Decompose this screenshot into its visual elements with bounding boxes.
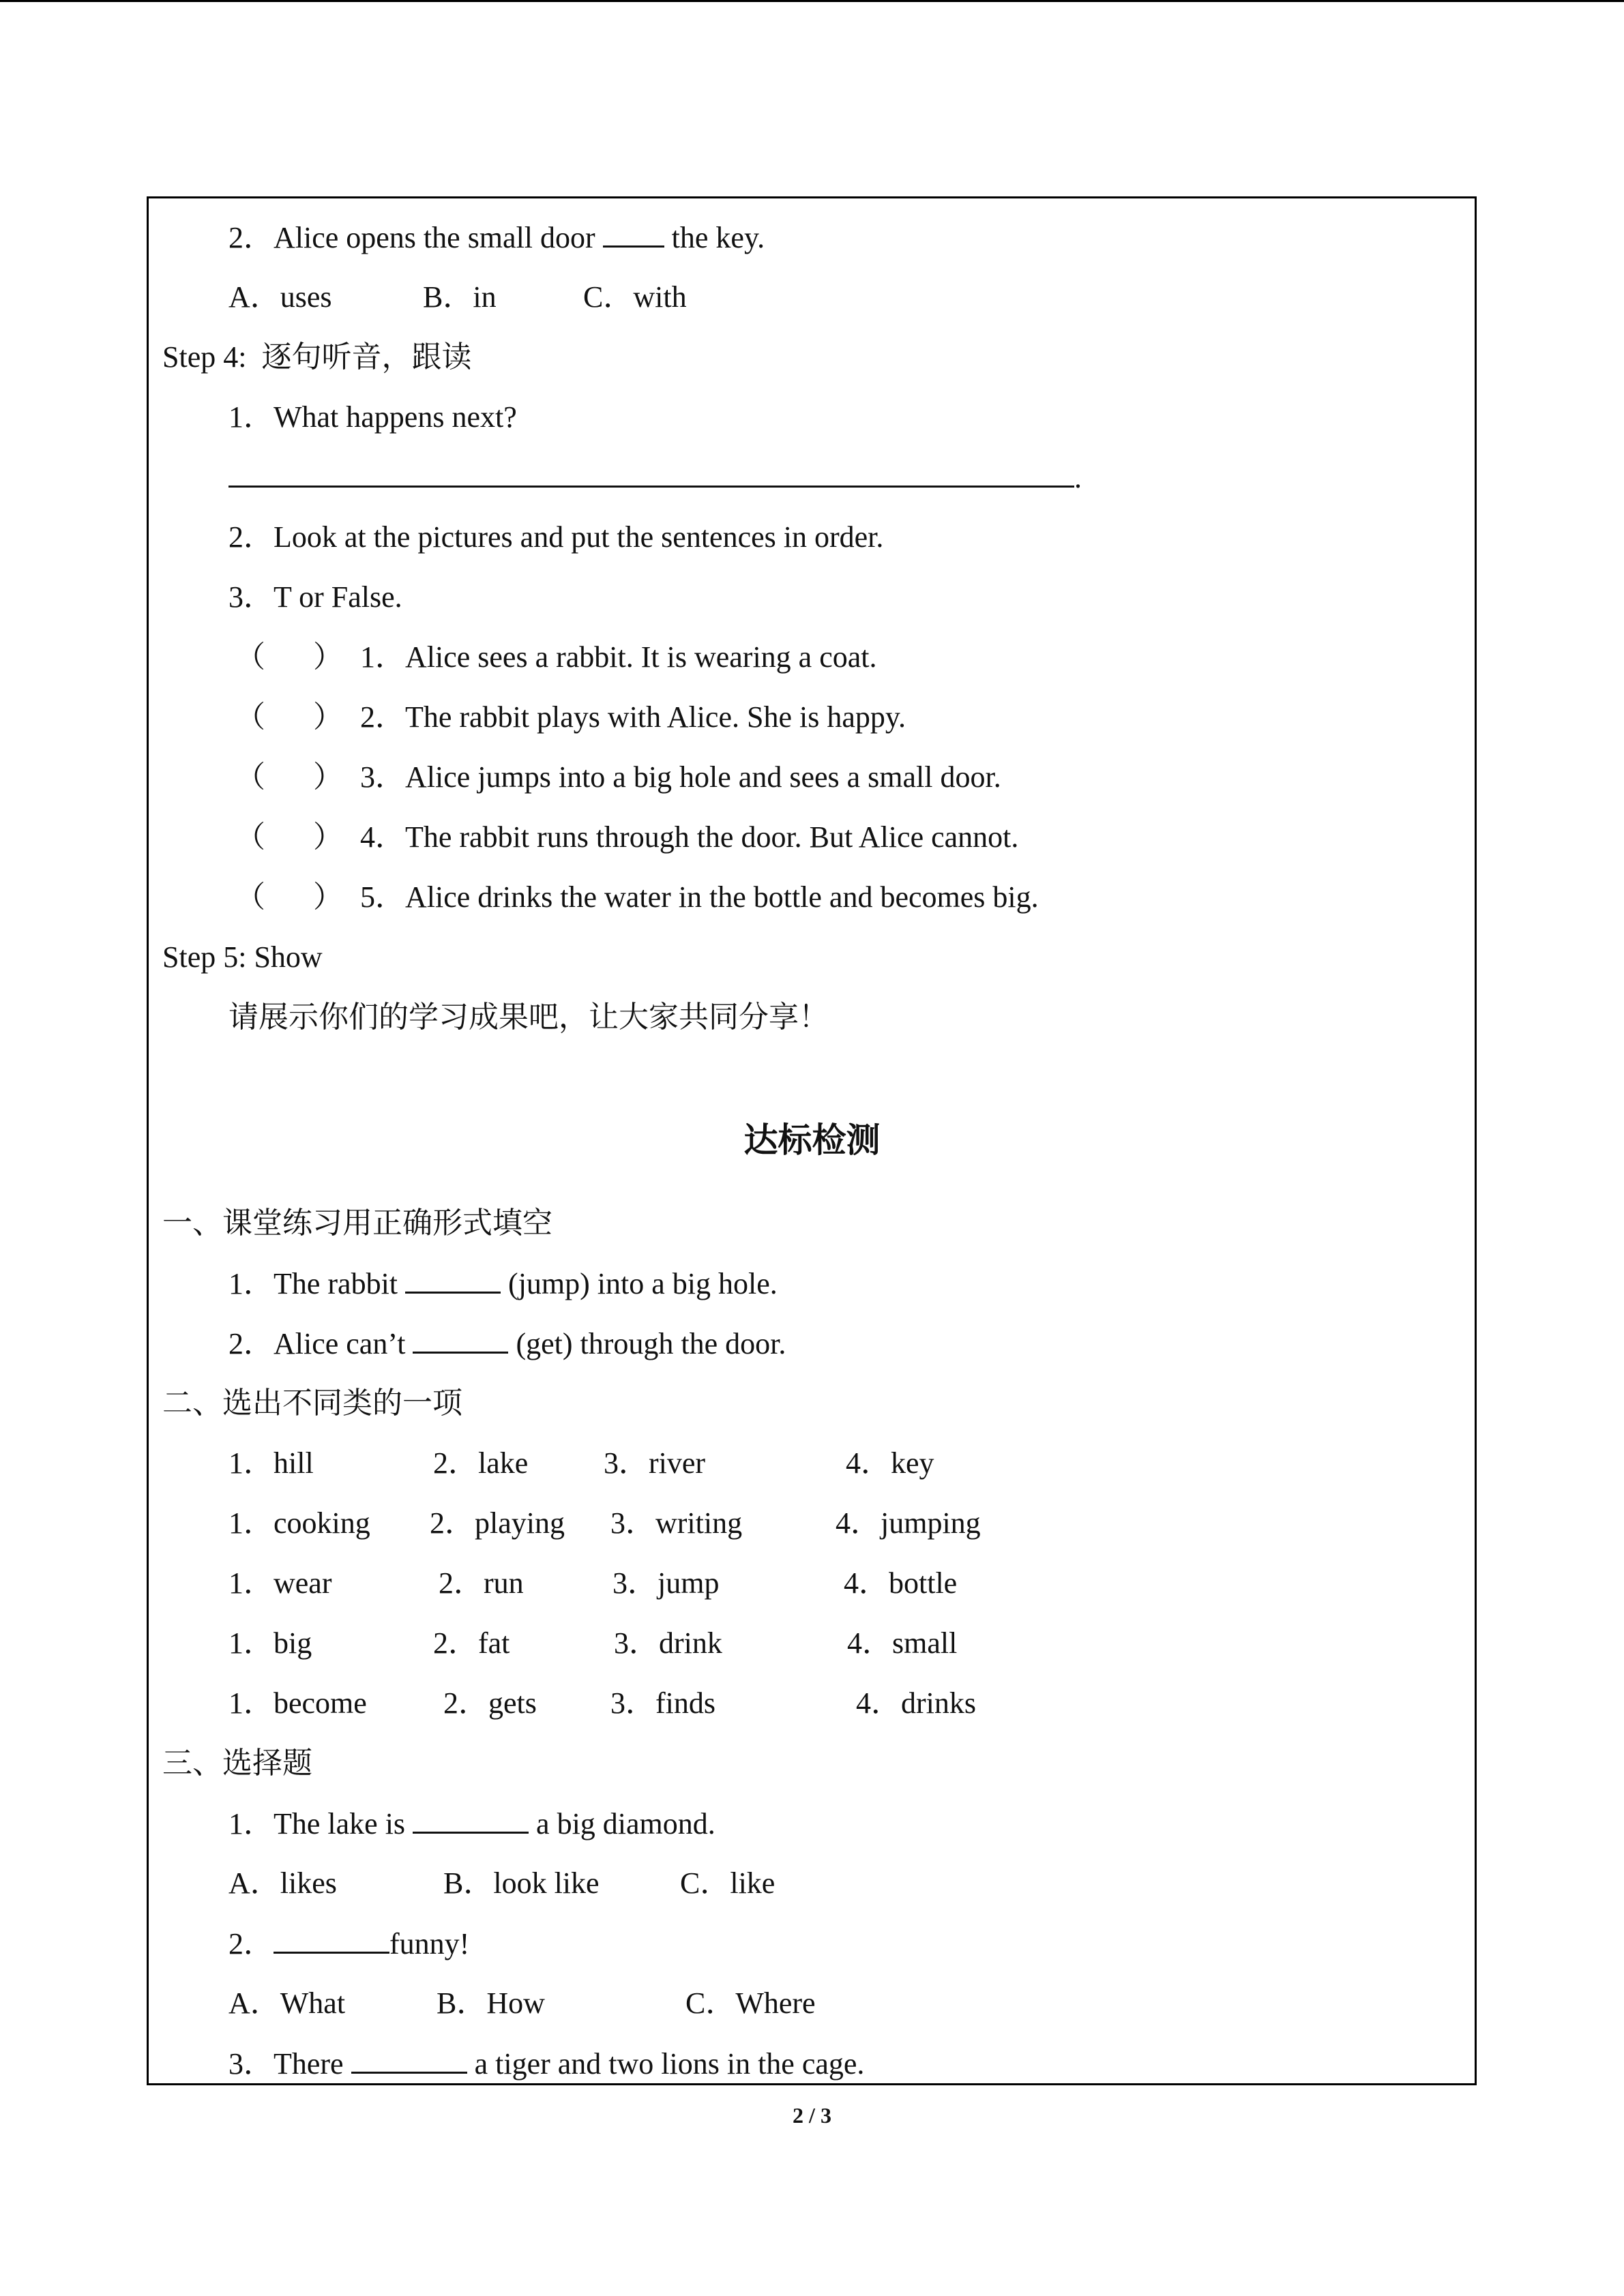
tf-item: 3．Alice jumps into a big hole and sees a small door. (360, 760, 1001, 794)
word-option: 2．playing (430, 1506, 565, 1540)
word-option: 4．jumping (836, 1506, 981, 1540)
option-b: B．How (437, 1986, 545, 2020)
tf-item: 1．Alice sees a rabbit. It is wearing a coat. (360, 640, 877, 674)
option-a: A．What (228, 1986, 346, 2020)
word-option: 3．drink (614, 1626, 722, 1660)
tf-answer-paren[interactable]: （ ） (235, 700, 343, 734)
tf-answer-paren[interactable]: （ ） (235, 640, 343, 674)
section-3-title: 三、选择题 (162, 1746, 312, 1780)
word-option: 4．key (846, 1446, 934, 1480)
section-1-title: 一、课堂练习用正确形式填空 (162, 1206, 552, 1240)
choice-question-2: 2． funny! (228, 1924, 469, 1963)
word-option: 4．bottle (844, 1566, 958, 1600)
option-b: B．in (423, 280, 497, 314)
word-option: 4．small (847, 1626, 958, 1660)
word-option: 1．become (228, 1686, 367, 1720)
option-a: A．uses (228, 280, 332, 314)
answer-blank[interactable] (413, 1804, 529, 1834)
tf-item: 4．The rabbit runs through the door. But Alice cannot. (360, 820, 1019, 854)
step-4-question-2: 2．Look at the pictures and put the sentences in order. (228, 520, 884, 554)
top-border-line (0, 0, 1624, 2)
option-b: B．look like (443, 1866, 600, 1900)
choice-question-3: 3．There a tiger and two lions in the cage. (228, 2044, 864, 2083)
word-option: 3．writing (610, 1506, 743, 1540)
tf-answer-paren[interactable]: （ ） (235, 820, 343, 854)
tf-answer-paren[interactable]: （ ） (235, 880, 343, 914)
choice-question-1: 1．The lake is a big diamond. (228, 1804, 715, 1843)
word-option: 4．drinks (856, 1686, 976, 1720)
word-option: 3．finds (610, 1686, 715, 1720)
answer-blank[interactable] (413, 1324, 508, 1354)
option-a: A．likes (228, 1866, 337, 1900)
word-option: 1．wear (228, 1566, 332, 1600)
word-option: 1．hill (228, 1446, 314, 1480)
section-heading: 达标检测 (743, 1120, 881, 1160)
fill-in-item: 1．The rabbit (jump) into a big hole. (228, 1264, 778, 1303)
tf-item: 5．Alice drinks the water in the bottle and becomes big. (360, 880, 1039, 914)
fill-in-item: 2．Alice can’t (get) through the door. (228, 1324, 786, 1363)
word-option: 2．fat (433, 1626, 510, 1660)
answer-blank[interactable] (351, 2044, 467, 2074)
step-4-question-3: 3．T or False. (228, 580, 402, 614)
word-option: 1．cooking (228, 1506, 370, 1540)
question-2: 2．Alice opens the small door the key. (228, 218, 765, 257)
step-5-title: Step 5: Show (162, 940, 323, 974)
tf-answer-paren[interactable]: （ ） (235, 760, 343, 794)
option-c: C．Where (685, 1986, 816, 2020)
page-number: 2 / 3 (793, 2103, 831, 2128)
word-option: 1．big (228, 1626, 312, 1660)
word-option: 2．gets (443, 1686, 537, 1720)
option-c: C．with (583, 280, 687, 314)
answer-line[interactable]: . (228, 458, 1082, 497)
step-5-text: 请展示你们的学习成果吧，让大家共同分享！ (228, 1000, 829, 1034)
word-option: 2．run (439, 1566, 524, 1600)
step-4-title: Step 4: 逐句听音，跟读 (162, 340, 472, 374)
step-4-question-1: 1．What happens next? (228, 400, 517, 434)
word-option: 3．river (604, 1446, 706, 1480)
answer-blank[interactable] (603, 218, 664, 248)
answer-blank[interactable] (274, 1924, 389, 1954)
option-c: C．like (680, 1866, 776, 1900)
answer-blank[interactable] (405, 1264, 501, 1294)
section-2-title: 二、选出不同类的一项 (162, 1386, 462, 1420)
word-option: 3．jump (612, 1566, 720, 1600)
word-option: 2．lake (433, 1446, 529, 1480)
tf-item: 2．The rabbit plays with Alice. She is happy. (360, 700, 906, 734)
